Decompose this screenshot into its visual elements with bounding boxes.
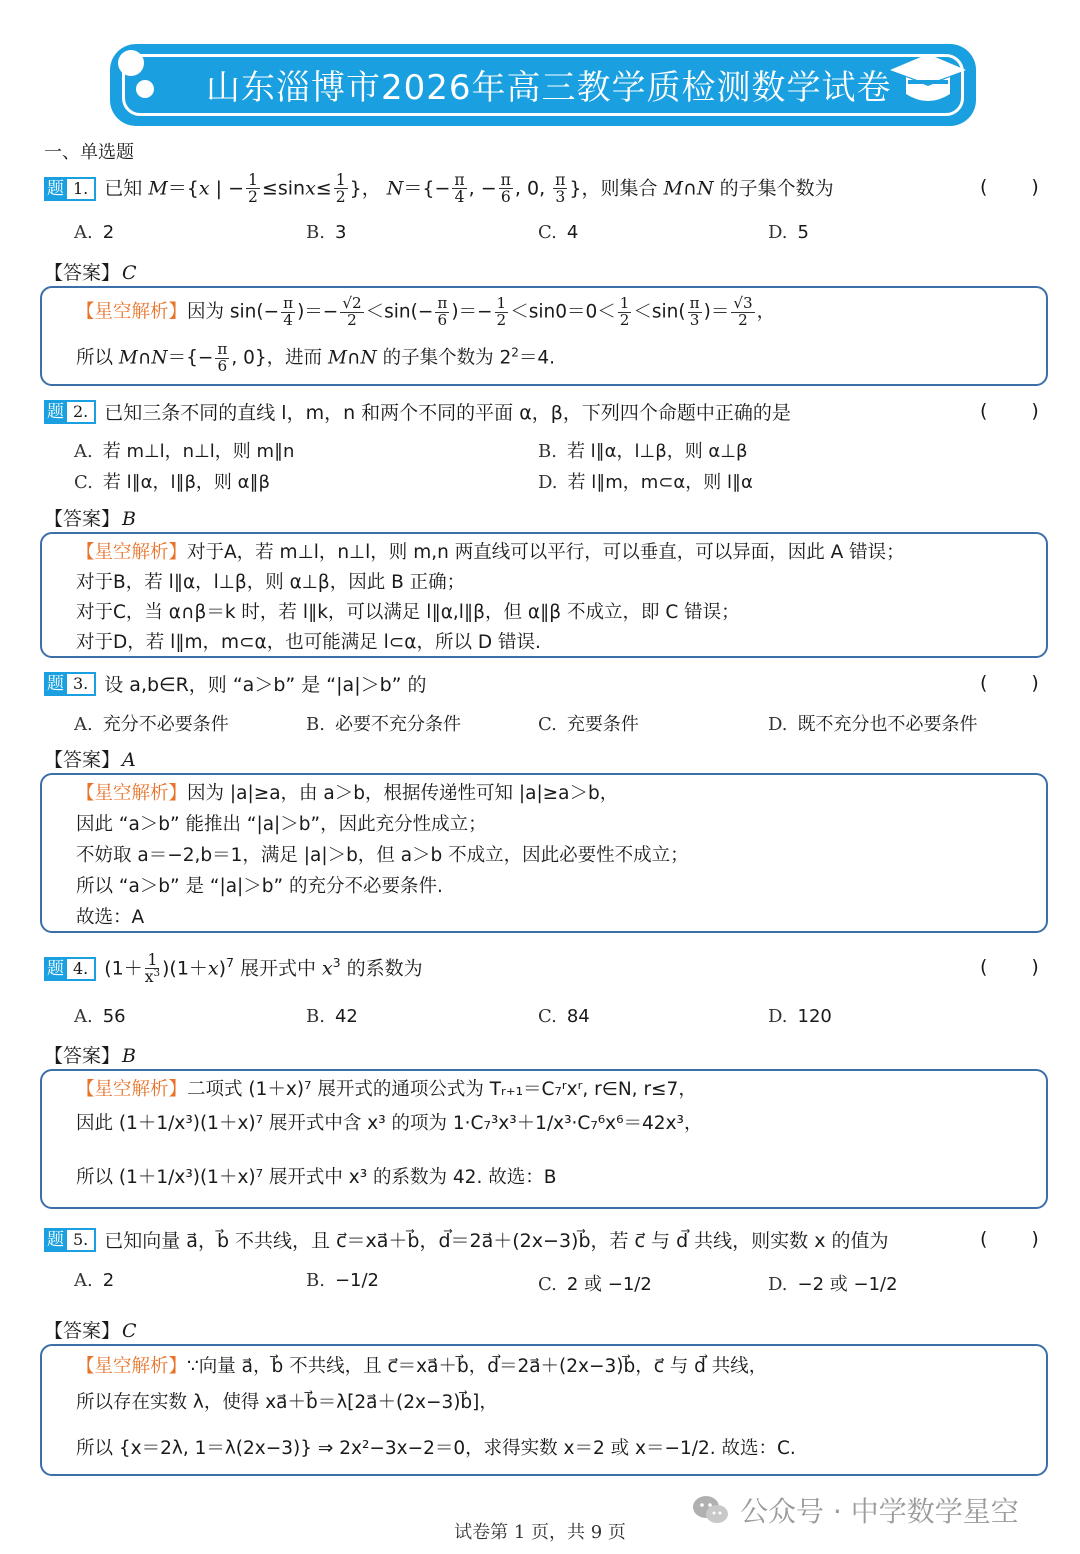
answer-blank: ( ) — [980, 1228, 1039, 1250]
answer-line: 【答案】 C — [44, 262, 137, 284]
question-tag: 题 3. — [44, 672, 96, 696]
answer-blank: ( ) — [980, 672, 1039, 694]
option-a[interactable]: A. 若 m⊥l，n⊥l，则 m∥n — [74, 441, 295, 462]
analysis-box — [40, 286, 1048, 386]
analysis-box — [40, 773, 1048, 933]
option-a[interactable]: A. 56 — [74, 1006, 126, 1027]
question-stem: 已知 M＝{x | − $\frac{1}{2}$ ≤sinx≤ $\frac{1}{2}$ }， N＝{− $\frac{\pi}{4}$ , − $\frac{\pi}{6}$ , 0, $\frac{\pi}{3}$ }，则集合 M∩N 的子集个数为 — [104, 171, 834, 207]
option-b[interactable]: B. 42 — [306, 1006, 358, 1027]
analysis-line: 不妨取 a＝−2,b＝1，满足 |a|＞b，但 a＞b 不成立，因此必要性不成立； — [76, 845, 689, 866]
option-a[interactable]: A. 2 — [74, 222, 115, 243]
answer-line: 【答案】 C — [44, 1320, 137, 1342]
option-a[interactable]: A. 2 — [74, 1270, 115, 1291]
page-title: 山东淄博市2026年高三教学质检测数学试卷 — [206, 68, 892, 108]
option-c[interactable]: C. 若 l∥α，l∥β，则 α∥β — [74, 472, 271, 493]
question-2 — [44, 398, 791, 425]
option-c[interactable]: C. 4 — [538, 222, 579, 243]
question-1 — [44, 172, 834, 206]
question-4 — [44, 952, 423, 986]
analysis-line: 对于D，若 l∥m，m⊂α，也可能满足 l⊂α，所以 D 错误. — [76, 632, 541, 653]
question-3 — [44, 670, 427, 697]
answer-line: 【答案】 B — [44, 508, 136, 530]
option-d[interactable]: D. 120 — [768, 1006, 832, 1027]
title-banner — [110, 44, 976, 126]
page-footer: 试卷第 1 页，共 9 页 — [454, 1522, 626, 1543]
question-tag: 题 4. — [44, 957, 96, 981]
banner-dot — [136, 80, 154, 98]
option-b[interactable]: B. 必要不充分条件 — [306, 714, 461, 735]
analysis-line: 所以 {x＝2λ, 1＝λ(2x−3)} ⇒ 2x²−3x−2＝0，求得实数 x＝2 或 x＝−1/2. 故选：C. — [76, 1438, 796, 1459]
question-stem: (1＋ $\frac{1}{x^3}$ )$(1+x)^7$ 展开式中 $x^3$ 的系数为 — [104, 951, 423, 987]
question-stem: 已知三条不同的直线 l，m，n 和两个不同的平面 α，β，下列四个命题中正确的是 — [104, 402, 791, 424]
answer-line: 【答案】 B — [44, 1045, 136, 1067]
question-stem: 设 a,b∈R，则 “a＞b” 是 “|a|＞b” 的 — [104, 674, 427, 696]
analysis-line: 所以 (1＋1/x³)(1＋x)⁷ 展开式中 x³ 的系数为 42. 故选：B — [76, 1167, 557, 1188]
analysis-line: 因此 “a＞b” 能推出 “|a|＞b”，因此充分性成立； — [76, 814, 487, 835]
question-stem: 已知向量 a⃗，b⃗ 不共线，且 c⃗＝xa⃗＋b⃗，d⃗＝2a⃗＋(2x−3)b⃗，若 c⃗ 与 d⃗ 共线，则实数 x 的值为 — [104, 1230, 889, 1252]
analysis-line: 【星空解析】对于A，若 m⊥l，n⊥l，则 m,n 两直线可以平行，可以垂直，可以异面，因此 A 错误； — [76, 542, 905, 563]
option-d[interactable]: D. 既不充分也不必要条件 — [768, 714, 978, 735]
option-c[interactable]: C. 84 — [538, 1006, 590, 1027]
watermark: 公众号 · 中学数学星空 — [692, 1490, 1019, 1530]
analysis-box — [40, 1344, 1048, 1476]
option-c[interactable]: C. 充要条件 — [538, 714, 639, 735]
question-5 — [44, 1226, 889, 1253]
question-tag: 题 2. — [44, 400, 96, 424]
banner-dot — [118, 50, 144, 76]
analysis-line: 对于B，若 l∥α，l⊥β，则 α⊥β，因此 B 正确； — [76, 572, 466, 593]
analysis-line: 所以 M∩N＝{− $\frac{\pi}{6}$ , 0}，进而 M∩N 的子集个数为 $2^2=4$. — [76, 340, 556, 375]
analysis-line: 【星空解析】∵向量 a⃗，b⃗ 不共线，且 c⃗＝xa⃗＋b⃗，d⃗＝2a⃗＋(2x−3)b⃗，c⃗ 与 d⃗ 共线， — [76, 1356, 768, 1377]
option-a[interactable]: A. 充分不必要条件 — [74, 714, 229, 735]
question-tag: 题 5. — [44, 1228, 96, 1252]
analysis-line: 所以 “a＞b” 是 “|a|＞b” 的充分不必要条件. — [76, 876, 443, 897]
analysis-line: 【星空解析】二项式 (1＋x)⁷ 展开式的通项公式为 Tᵣ₊₁＝C₇ʳxʳ, r∈N, r≤7， — [76, 1079, 697, 1100]
analysis-box — [40, 532, 1048, 658]
option-b[interactable]: B. −1/2 — [306, 1270, 380, 1291]
answer-blank: ( ) — [980, 400, 1039, 422]
analysis-line: 因此 (1＋1/x³)(1＋x)⁷ 展开式中含 x³ 的项为 1·C₇³x³＋1/x³·C₇⁶x⁶＝42x³， — [76, 1113, 703, 1134]
option-b[interactable]: B. 若 l∥α，l⊥β，则 α⊥β — [538, 441, 748, 462]
section-heading: 一、单选题 — [44, 142, 134, 163]
option-d[interactable]: D. −2 或 −1/2 — [768, 1274, 898, 1295]
analysis-line: 对于C，当 α∩β＝k 时，若 l∥k，可以满足 l∥α,l∥β，但 α∥β 不成立，即 C 错误； — [76, 602, 740, 623]
answer-blank: ( ) — [980, 176, 1039, 198]
option-d[interactable]: D. 5 — [768, 222, 809, 243]
analysis-line: 故选：A — [76, 907, 145, 928]
question-tag: 题 1. — [44, 177, 96, 201]
answer-blank: ( ) — [980, 956, 1039, 978]
analysis-line: 【星空解析】因为 sin(− $\frac{\pi}{4}$ )＝− $\frac{√2}{2}$ ＜sin(− $\frac{\pi}{6}$ )＝− $\frac{1}{2}$ ＜sin0＝0＜ $\frac{1}{2}$ ＜sin( $\frac{\pi}{3}$ )＝ $\frac{√3}{2}$ ， — [76, 294, 776, 329]
option-c[interactable]: C. 2 或 −1/2 — [538, 1274, 652, 1295]
graduation-cap-icon — [888, 50, 968, 110]
answer-line: 【答案】 A — [44, 749, 136, 771]
option-b[interactable]: B. 3 — [306, 222, 347, 243]
analysis-line: 【星空解析】因为 |a|≥a，由 a＞b，根据传递性可知 |a|≥a＞b， — [76, 783, 619, 804]
analysis-line: 所以存在实数 λ，使得 xa⃗＋b⃗＝λ[2a⃗＋(2x−3)b⃗]， — [76, 1392, 498, 1413]
analysis-box — [40, 1069, 1048, 1209]
option-d[interactable]: D. 若 l∥m，m⊂α，则 l∥α — [538, 472, 753, 493]
